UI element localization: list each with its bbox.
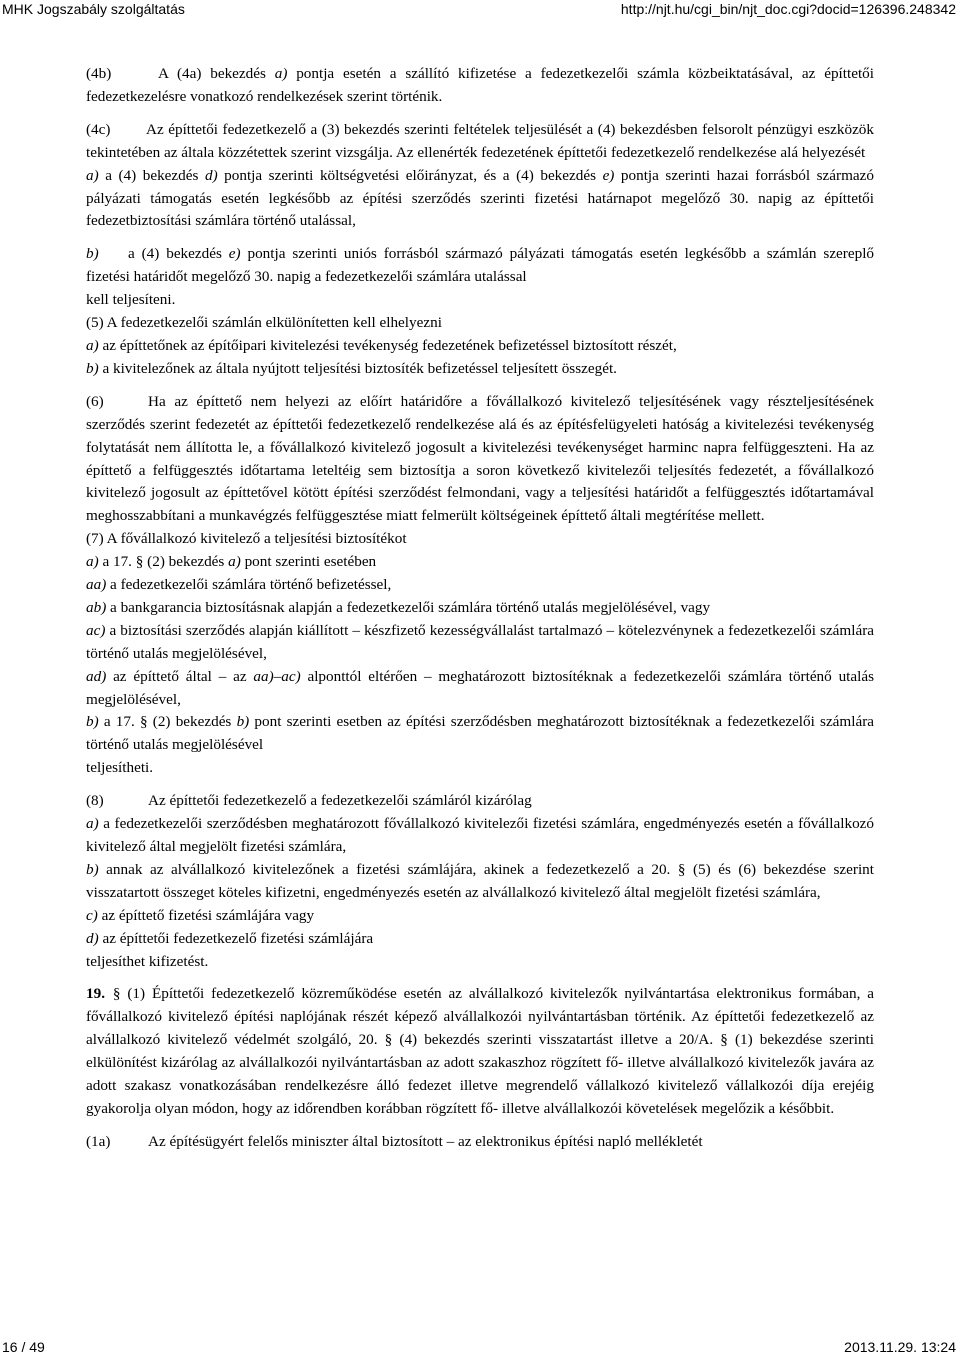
- header-url[interactable]: http://njt.hu/cgi_bin/njt_doc.cgi?docid=126396.248342: [620, 1, 956, 17]
- point-ref: aa)–ac): [253, 667, 301, 685]
- page-header: [0, 0, 960, 24]
- paragraph-4c-closing: kell teljesíteni.: [86, 291, 176, 309]
- point-5-b: [86, 358, 874, 381]
- point-letter: ac): [86, 621, 106, 639]
- page-number: 16 / 49: [2, 1339, 45, 1355]
- text: alponttól eltérően – meghatározott biztosítéknak a fedezetkezelői számlára történő utalás megjelölésével,: [86, 667, 874, 708]
- text: a 17. § (2) bekezdés: [98, 713, 237, 731]
- paragraph-4c: [86, 119, 874, 165]
- point-7-a: [86, 551, 874, 574]
- point-letter: c): [86, 906, 98, 924]
- point-7-b: [86, 711, 874, 757]
- point-4c-a: [86, 165, 874, 234]
- print-date: 2013.11.29. 13:24: [844, 1339, 956, 1355]
- point-letter: a): [86, 815, 99, 833]
- text: A (4a) bekezdés: [158, 65, 275, 82]
- text: pontja szerinti hazai forrásból származó pályázati támogatás esetén legkésőbb az építési szerződés szerinti fizetési határnapot megelőző 30. napig az építtetői fedezetbiztosítási számlára történő utalással,: [86, 166, 874, 230]
- point-ref: a): [274, 65, 288, 82]
- paragraph-8-closing: teljesíthet kifizetést.: [86, 952, 209, 970]
- text: pontja szerinti költségvetési előirányzat, és a (4) bekezdés: [217, 166, 603, 184]
- paragraph-number: (1a): [86, 1132, 111, 1150]
- text: Az építtetői fedezetkezelő a fedezetkezelői számláról kizárólag: [148, 792, 532, 810]
- point-8-b: [86, 859, 874, 905]
- point-letter: aa): [86, 576, 107, 594]
- point-letter: ab): [86, 598, 107, 616]
- point-8-d: [86, 928, 874, 951]
- text: a kivitelezőnek az általa nyújtott teljesítési biztosíték befizetéssel teljesített összegét.: [98, 359, 617, 377]
- subpoint-7-ac: [86, 620, 874, 666]
- document-body: [86, 63, 874, 1154]
- subpoint-7-aa: [86, 574, 874, 597]
- paragraph-number: (4b): [86, 65, 112, 82]
- text: pont szerinti esetben az építési szerződésben meghatározott biztosítéknak a fedezetkezelői számlára történő utalás megjelölésével: [86, 713, 874, 754]
- text: az építtetőnek az építőipari kivitelezési tevékenység fedezetének befizetéssel biztosított részét,: [98, 336, 677, 354]
- point-letter: ad): [86, 667, 107, 685]
- header-source: MHK Jogszabály szolgáltatás: [2, 1, 185, 17]
- text: pontja esetén a szállító kifizetése a fedezetkezelői számla közbeiktatásával, az építtetői fedezetkezelésre vonatkozó rendelkezések szerint történik.: [86, 65, 874, 105]
- point-ref: e): [602, 166, 615, 184]
- section-number: 19.: [86, 985, 105, 1003]
- point-5-a: [86, 335, 874, 358]
- text: az építtetői fedezetkezelő fizetési számlájára: [98, 929, 374, 947]
- text: a fedezetkezelői szerződésben meghatározott fővállalkozó kivitelezői fizetési számlára, engedményezés esetén a fővállalkozó kivitelező által megjelölt fizetési számlára,: [86, 815, 874, 855]
- text: annak az alvállalkozó kivitelezőnek a fizetési számlájára, akinek a fedezetkezelő a 20. § (5) és (6) bekezdése szerint visszatartott összeget köteles kifizetni, engedményezés esetén az alvállalkozó kivitelező által megjelölt fizetési számlára,: [86, 860, 874, 901]
- text: Az építtetői fedezetkezelő a (3) bekezdés szerinti feltételek teljesülését a (4) bekezdésben felsorolt pénzügyi eszközök tekintetében az általa közzétettek szerint vizsgálja. Az ellenérték fedezetének építtetői fedezetkezelő rendelkezése alá helyezését: [86, 120, 874, 161]
- subpoint-7-ab: [86, 597, 874, 620]
- text: pont szerinti esetében: [240, 553, 377, 571]
- text: Ha az építtető nem helyezi az előírt határidőre a fővállalkozó kivitelező teljesítésének vagy részteljesítésének szerződés szerint fedezetét az építtetői fedezetkezelő rendelkezése alá és az építésfelügyeleti hatóság a kivitelezési tevékenység folytatását nem állította le, a fővállalkozó kivitelező jogosult a kivitelezési tevékenységet harminc napra felfüggeszteni. Ha az építtető a felfüggesztés időtartama leteltéig sem biztosítja a soron következő kivitelezői teljesítés fedezetét, a fővállalkozó kivitelező jogosult az építtetővel kötött építési szerződést felmondani, vagy a teljesítési határidőt a felfüggesztés időtartamával meghosszabbítani a munkavégzés felfüggesztése miatt felmerült költségeinek építtető általi megtérítése mellett.: [86, 392, 874, 525]
- text: a (4) bekezdés: [98, 166, 205, 184]
- point-letter: d): [86, 929, 99, 947]
- subpoint-7-ad: [86, 666, 874, 712]
- paragraph-number: (4c): [86, 120, 111, 138]
- point-ref: e): [228, 245, 241, 263]
- point-ref: b): [236, 713, 250, 731]
- point-letter: a): [86, 336, 99, 354]
- page-footer: [0, 1333, 960, 1357]
- text: a (4) bekezdés: [128, 245, 229, 263]
- point-4c-b: [86, 243, 874, 289]
- paragraph-6: [86, 391, 874, 528]
- point-letter: b): [86, 860, 99, 878]
- text: Az építésügyért felelős miniszter által biztosított – az elektronikus építési napló mellékletét: [148, 1132, 703, 1150]
- paragraph-number: (8): [86, 792, 104, 810]
- text: a fedezetkezelői számlára történő befizetéssel,: [106, 576, 392, 594]
- text: a 17. § (2) bekezdés: [98, 553, 229, 571]
- point-letter: b): [86, 359, 99, 377]
- point-ref: d): [204, 166, 218, 184]
- paragraph-number: (6): [86, 392, 104, 410]
- point-letter: a): [86, 166, 99, 184]
- point-letter: b): [86, 713, 99, 731]
- point-letter: b): [86, 245, 99, 263]
- section-19: [86, 983, 874, 1120]
- paragraph-8: [86, 790, 874, 813]
- text: az építtető fizetési számlájára vagy: [97, 906, 315, 924]
- paragraph-1a: [86, 1131, 874, 1154]
- point-8-a: [86, 813, 874, 859]
- point-ref: a): [228, 553, 241, 571]
- paragraph-5: (5) A fedezetkezelői számlán elkülönítetten kell elhelyezni: [86, 314, 442, 332]
- text: a bankgarancia biztosításnak alapján a fedezetkezelői számlára történő utalás megjelölésével, vagy: [106, 598, 711, 616]
- point-8-c: [86, 905, 874, 928]
- point-letter: a): [86, 553, 99, 571]
- text: pontja szerinti uniós forrásból származó pályázati támogatás esetén legkésőbb a számlán szereplő fizetési határidőt megelőző 30. napig a fedezetkezelői számlára utalással: [86, 245, 875, 286]
- paragraph-4b: [86, 63, 874, 109]
- text: a biztosítási szerződés alapján kiállított – készfizető kezességvállalást tartalmazó – kötelezvénynek a fedezetkezelői számlára történő utalás megjelölésével,: [86, 621, 874, 662]
- paragraph-7: (7) A fővállalkozó kivitelező a teljesítési biztosítékot: [86, 530, 407, 548]
- text: § (1) Építtetői fedezetkezelő közreműködése esetén az alvállalkozó kivitelezők nyilvántartása elektronikus formában, a fővállalkozó kivitelező építési naplójának részét képező alvállalkozói nyilvántartásban történik. Az építtetői fedezetkezelő az alvállalkozó kivitelező védelmét szolgáló, 20. § (4) bekezdés szerinti visszatartást illetve a 20/A. § (1) bekezdése szerinti elkülönítést kizárólag az alvállalkozói nyilvántartásban az adott szakaszhoz rögzített fő- illetve alvállalkozó kivitelezők javára az adott szakasz vonatkozásában rendelkezésre álló fedezet illetve megrendelő vállalkozó kivitelező vállalkozói díja erejéig gyakorolja olyan módon, hogy az időrendben korábban rögzített fő- illetve alvállalkozói követelések megelőzik a későbbit.: [86, 985, 874, 1117]
- text: az építtető által – az: [106, 667, 254, 685]
- paragraph-7-closing: teljesítheti.: [86, 759, 154, 777]
